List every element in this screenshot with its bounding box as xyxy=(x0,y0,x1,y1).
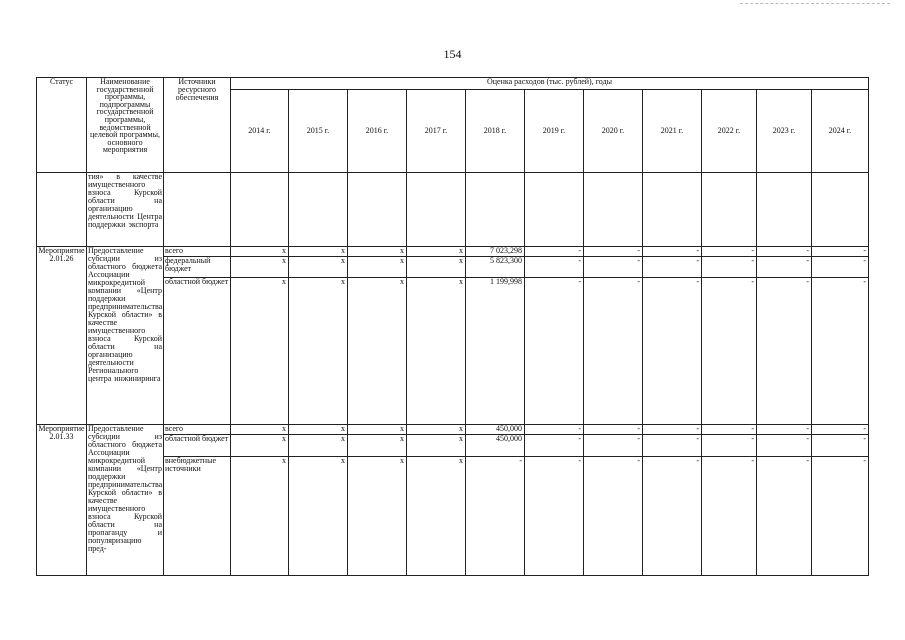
value-cell: 450,000 xyxy=(466,425,525,435)
value-cell: x xyxy=(348,247,407,257)
year-header: 2020 г. xyxy=(584,90,643,173)
value-cell: x xyxy=(407,278,466,425)
value-cell: 5 823,300 xyxy=(466,257,525,278)
value-cell: - xyxy=(525,257,584,278)
value-cell: - xyxy=(757,278,812,425)
value-cell: - xyxy=(643,425,702,435)
value-cell: x xyxy=(289,457,348,576)
year-header: 2019 г. xyxy=(525,90,584,173)
value-cell: x xyxy=(348,278,407,425)
value-cell: x xyxy=(231,257,289,278)
value-cell: - xyxy=(702,457,757,576)
group-description: Предоставление субсидии из областного бюджета Ассоциации микрокредитной компании «Центр поддержки предпринимательства Курской области» в качестве имущественного взноса Курской области на пропаганду и популяризацию пред- xyxy=(87,425,164,576)
year-header: 2018 г. xyxy=(466,90,525,173)
value-cell: x xyxy=(348,257,407,278)
header-source: Источники ресурсного обеспечения xyxy=(164,78,231,173)
value-cell: - xyxy=(525,247,584,257)
budget-table xyxy=(36,77,869,576)
value-cell: - xyxy=(812,435,869,457)
value-cell: - xyxy=(702,425,757,435)
group-description: Предоставление субсидии из областного бюджета Ассоциации микрокредитной компании «Центр поддержки предпринимательства Курской области» в качестве имущественного взноса Курской области на организацию деятельности Регионального центра инжиниринга xyxy=(87,247,164,425)
value-cell: - xyxy=(525,457,584,576)
value-cell: 7 023,298 xyxy=(466,247,525,257)
header-row-1 xyxy=(37,78,869,90)
year-header: 2023 г. xyxy=(757,90,812,173)
value-cell: - xyxy=(702,247,757,257)
value-cell: - xyxy=(702,278,757,425)
value-cell: - xyxy=(525,425,584,435)
value-cell: x xyxy=(407,247,466,257)
value-cell: - xyxy=(643,435,702,457)
value-cell: x xyxy=(289,425,348,435)
value-cell: 1 199,998 xyxy=(466,278,525,425)
table-row xyxy=(37,425,869,435)
value-cell: - xyxy=(757,247,812,257)
continuation-text: тия» в качестве имущественного взноса Курской области на организацию деятельности Центра поддержки экспорта xyxy=(87,173,164,247)
value-cell: x xyxy=(289,257,348,278)
group-status: Мероприятие 2.01.26 xyxy=(37,247,87,425)
value-cell: - xyxy=(584,435,643,457)
continuation-row xyxy=(37,173,869,247)
value-cell: - xyxy=(812,247,869,257)
value-cell: - xyxy=(584,457,643,576)
value-cell: x xyxy=(348,425,407,435)
value-cell: - xyxy=(812,457,869,576)
value-cell: x xyxy=(231,457,289,576)
value-cell: x xyxy=(348,435,407,457)
source-cell: внебюджетные источники xyxy=(164,457,231,576)
value-cell: - xyxy=(757,425,812,435)
year-header: 2024 г. xyxy=(812,90,869,173)
value-cell: - xyxy=(525,278,584,425)
value-cell: x xyxy=(407,425,466,435)
source-cell: всего xyxy=(164,247,231,257)
year-header: 2021 г. xyxy=(643,90,702,173)
value-cell: x xyxy=(407,435,466,457)
value-cell: x xyxy=(289,278,348,425)
page-number: 154 xyxy=(443,47,462,61)
source-cell: областной бюджет xyxy=(164,278,231,425)
value-cell: x xyxy=(289,435,348,457)
value-cell: - xyxy=(643,278,702,425)
value-cell: - xyxy=(584,257,643,278)
header-status: Статус xyxy=(37,78,87,173)
value-cell: - xyxy=(643,247,702,257)
value-cell: - xyxy=(584,247,643,257)
group-status: Мероприятие 2.01.33 xyxy=(37,425,87,576)
header-name: Наименование государственной программы, подпрограммы государственной программы, ведомственной целевой программы, основного мероприятия xyxy=(87,78,164,173)
value-cell: - xyxy=(584,425,643,435)
value-cell: - xyxy=(812,257,869,278)
value-cell: x xyxy=(289,247,348,257)
value-cell: x xyxy=(407,257,466,278)
value-cell: - xyxy=(643,257,702,278)
value-cell: - xyxy=(525,435,584,457)
table-row xyxy=(37,247,869,257)
value-cell: x xyxy=(407,457,466,576)
year-header: 2014 г. xyxy=(231,90,289,173)
value-cell: x xyxy=(231,278,289,425)
value-cell: x xyxy=(348,457,407,576)
value-cell: x xyxy=(231,247,289,257)
year-header: 2022 г. xyxy=(702,90,757,173)
value-cell: x xyxy=(231,435,289,457)
header-estimate: Оценка расходов (тыс. рублей), годы xyxy=(231,78,869,90)
value-cell: 450,000 xyxy=(466,435,525,457)
value-cell: - xyxy=(757,435,812,457)
value-cell: - xyxy=(702,257,757,278)
year-header: 2015 г. xyxy=(289,90,348,173)
value-cell: - xyxy=(584,278,643,425)
value-cell: - xyxy=(466,457,525,576)
value-cell: - xyxy=(757,457,812,576)
value-cell: x xyxy=(231,425,289,435)
value-cell: - xyxy=(643,457,702,576)
top-rule xyxy=(740,3,890,4)
source-cell: федеральный бюджет xyxy=(164,257,231,278)
source-cell: областной бюджет xyxy=(164,435,231,457)
value-cell: - xyxy=(702,435,757,457)
year-header: 2017 г. xyxy=(407,90,466,173)
value-cell: - xyxy=(757,257,812,278)
source-cell: всего xyxy=(164,425,231,435)
value-cell: - xyxy=(812,425,869,435)
year-header: 2016 г. xyxy=(348,90,407,173)
value-cell: - xyxy=(812,278,869,425)
